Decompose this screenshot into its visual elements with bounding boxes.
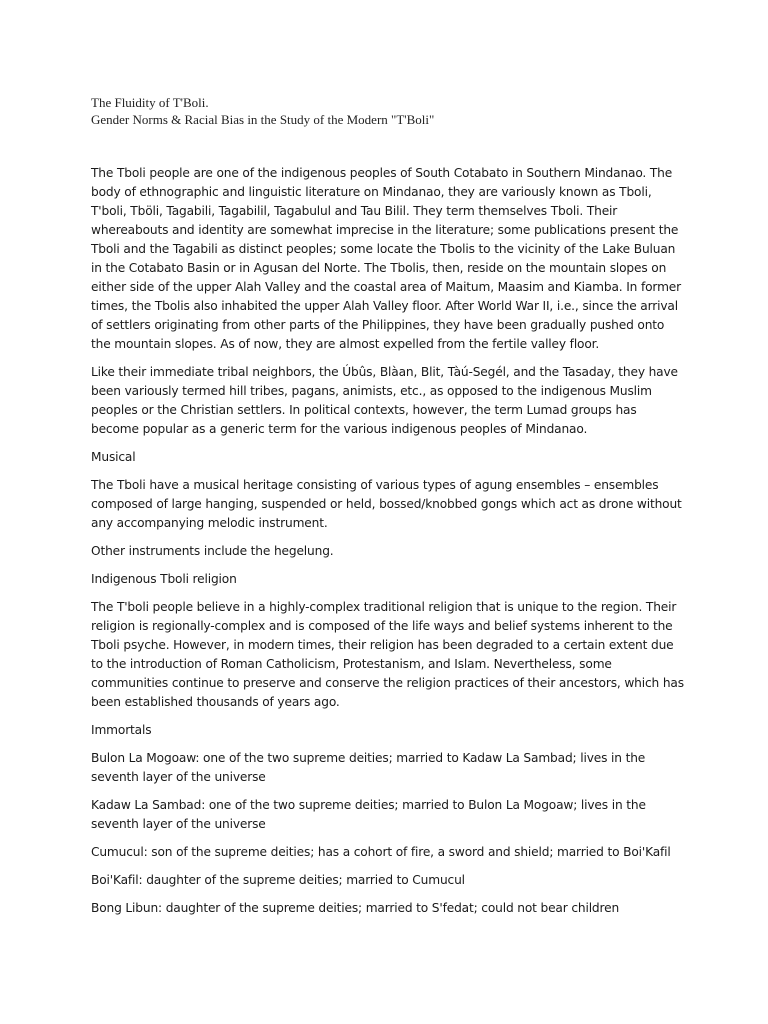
paragraph-tribal-neighbors: Like their immediate tribal neighbors, the Úbûs, Blàan, Blit, Tàú-Segél, and the Tasaday, they have been variously termed hill tribes, pagans, animists, etc., as opposed to the indigenous Muslim peoples or the Christian settlers. In political contexts, however, the term Lumad groups has become popular as a generic term for the various indigenous peoples of Mindanao. — [91, 365, 678, 436]
document-subtitle: Gender Norms & Racial Bias in the Study of the Modern "T'Boli" — [91, 112, 435, 127]
paragraph-bulon-la-mogoaw: Bulon La Mogoaw: one of the two supreme deities; married to Kadaw La Sambad; lives in the seventh layer of the universe — [91, 751, 646, 784]
section-heading-religion: Indigenous Tboli religion — [91, 572, 237, 586]
document-title: The Fluidity of T'Boli. — [91, 95, 209, 110]
paragraph-other-instruments: Other instruments include the hegelung. — [91, 544, 334, 558]
paragraph-musical-heritage: The Tboli have a musical heritage consisting of various types of agung ensembles – ensembles composed of large hanging, suspended or held, bossed/knobbed gongs which act as drone without any accompanying melodic instrument. — [91, 478, 682, 530]
section-heading-musical: Musical — [91, 450, 136, 464]
paragraph-tboli-people: The Tboli people are one of the indigenous peoples of South Cotabato in Southern Mindanao. The body of ethnographic and linguistic literature on Mindanao, they are variously known as Tboli, T'boli, Tböli, Tagabili, Tagabilil, Tagabulul and Tau Bilil. They term themselves Tboli. Their whereabouts and identity are somewhat imprecise in the literature; some publications present the Tboli and the Tagabili as distinct peoples; some locate the Tbolis to the vicinity of the Lake Buluan in the Cotabato Basin or in Agusan del Norte. The Tbolis, then, reside on the mountain slopes on either side of the upper Alah Valley and the coastal area of Maitum, Maasim and Kiamba. In former times, the Tbolis also inhabited the upper Alah Valley floor. After World War II, i.e., since the arrival of settlers originating from other parts of the Philippines, they have been gradually pushed onto the mountain slopes. As of now, they are almost expelled from the fertile valley floor. — [91, 166, 681, 351]
paragraph-boi-kafil: Boi'Kafil: daughter of the supreme deities; married to Cumucul — [91, 873, 465, 887]
paragraph-religion: The T'boli people believe in a highly-complex traditional religion that is unique to the region. Their religion is regionally-complex and is composed of the life ways and belief systems inherent to the Tboli psyche. However, in modern times, their religion has been degraded to a certain extent due to the introduction of Roman Catholicism, Protestanism, and Islam. Nevertheless, some communities continue to preserve and conserve the religion practices of their ancestors, which has been established thousands of years ago. — [91, 600, 684, 709]
paragraph-cumucul: Cumucul: son of the supreme deities; has a cohort of fire, a sword and shield; married to Boi'Kafil — [91, 845, 671, 859]
paragraph-bong-libun: Bong Libun: daughter of the supreme deities; married to S'fedat; could not bear children — [91, 901, 620, 915]
document-header — [91, 94, 691, 128]
section-heading-immortals: Immortals — [91, 723, 152, 737]
paragraph-kadaw-la-sambad: Kadaw La Sambad: one of the two supreme deities; married to Bulon La Mogoaw; lives in the seventh layer of the universe — [91, 798, 646, 831]
document-body — [91, 164, 685, 927]
